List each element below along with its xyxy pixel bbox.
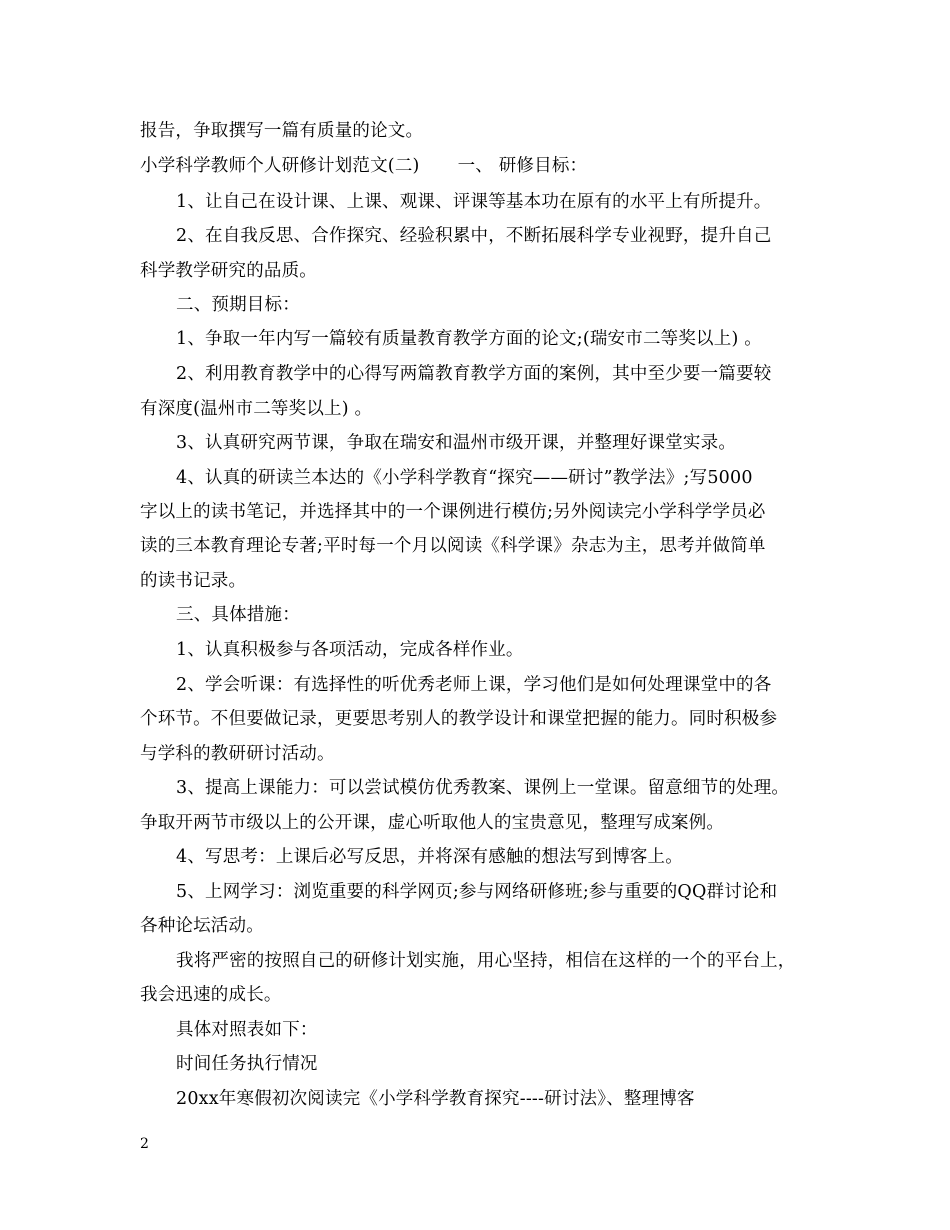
page-number: 2 (140, 1136, 149, 1152)
paragraph-line: 时间任务执行情况 (176, 1054, 318, 1074)
section-title-line (140, 155, 587, 177)
paragraph-line: 有深度(温州市二等奖以上) 。 (140, 399, 373, 419)
paragraph-line: 3、认真研究两节课，争取在瑞安和温州市级开课，并整理好课堂实录。 (176, 433, 737, 453)
paragraph-line: 具体对照表如下： (176, 1020, 318, 1040)
paragraph-line: 1、认真积极参与各项活动，完成各样作业。 (176, 640, 524, 660)
paragraph-line: 报告，争取撰写一篇有质量的论文。 (140, 121, 424, 141)
paragraph-line: 1、争取一年内写一篇较有质量教育教学方面的论文;(瑞安市二等奖以上) 。 (176, 329, 762, 349)
paragraph-line: 3、提高上课能力：可以尝试模仿优秀教案、课例上一堂课。留意细节的处理。 (176, 778, 790, 798)
paragraph-line: 读的三本教育理论专著;平时每一个月以阅读《科学课》杂志为主，思考并做简单 (140, 536, 766, 556)
paragraph-line: 与学科的教研研讨活动。 (140, 744, 335, 764)
paragraph-line: 2、在自我反思、合作探究、经验积累中，不断拓展科学专业视野，提升自己 (176, 226, 772, 246)
paragraph-line: 4、写思考：上课后必写反思，并将深有感触的想法写到博客上。 (176, 847, 683, 867)
paragraph-line: 5、上网学习：浏览重要的科学网页;参与网络研修班;参与重要的QQ群讨论和 (176, 882, 778, 902)
paragraph-line: 20xx年寒假初次阅读完《小学科学教育探究----研讨法》、整理博客 (176, 1089, 695, 1109)
paragraph-line: 科学教学研究的品质。 (140, 261, 317, 281)
paragraph-line: 字以上的读书笔记，并选择其中的一个课例进行模仿;另外阅读完小学科学学员必 (140, 502, 766, 522)
paragraph-line: 个环节。不但要做记录，更要思考别人的教学设计和课堂把握的能力。同时积极参 (140, 709, 778, 729)
section-title: 小学科学教师个人研修计划范文(二) (140, 156, 420, 176)
paragraph-line: 2、利用教育教学中的心得写两篇教育教学方面的案例，其中至少要一篇要较 (176, 364, 772, 384)
paragraph-line: 争取开两节市级以上的公开课，虚心听取他人的宝贵意见，整理写成案例。 (140, 813, 725, 833)
paragraph-line: 1、让自己在设计课、上课、观课、评课等基本功在原有的水平上有所提升。 (176, 192, 772, 212)
section-heading: 二、预期目标： (176, 295, 300, 315)
paragraph-line: 2、学会听课：有选择性的听优秀老师上课，学习他们是如何处理课堂中的各 (176, 675, 772, 695)
paragraph-line: 4、认真的研读兰本达的《小学科学教育“探究——研讨”教学法》;写5000 (176, 468, 753, 488)
paragraph-line: 各种论坛活动。 (140, 916, 264, 936)
section-heading: 一、 研修目标： (457, 156, 588, 176)
section-heading: 三、具体措施： (176, 605, 300, 625)
paragraph-line: 的读书记录。 (140, 571, 247, 591)
paragraph-line: 我会迅速的成长。 (140, 985, 282, 1005)
paragraph-line: 我将严密的按照自己的研修计划实施，用心坚持，相信在这样的一个的平台上， (176, 951, 796, 971)
